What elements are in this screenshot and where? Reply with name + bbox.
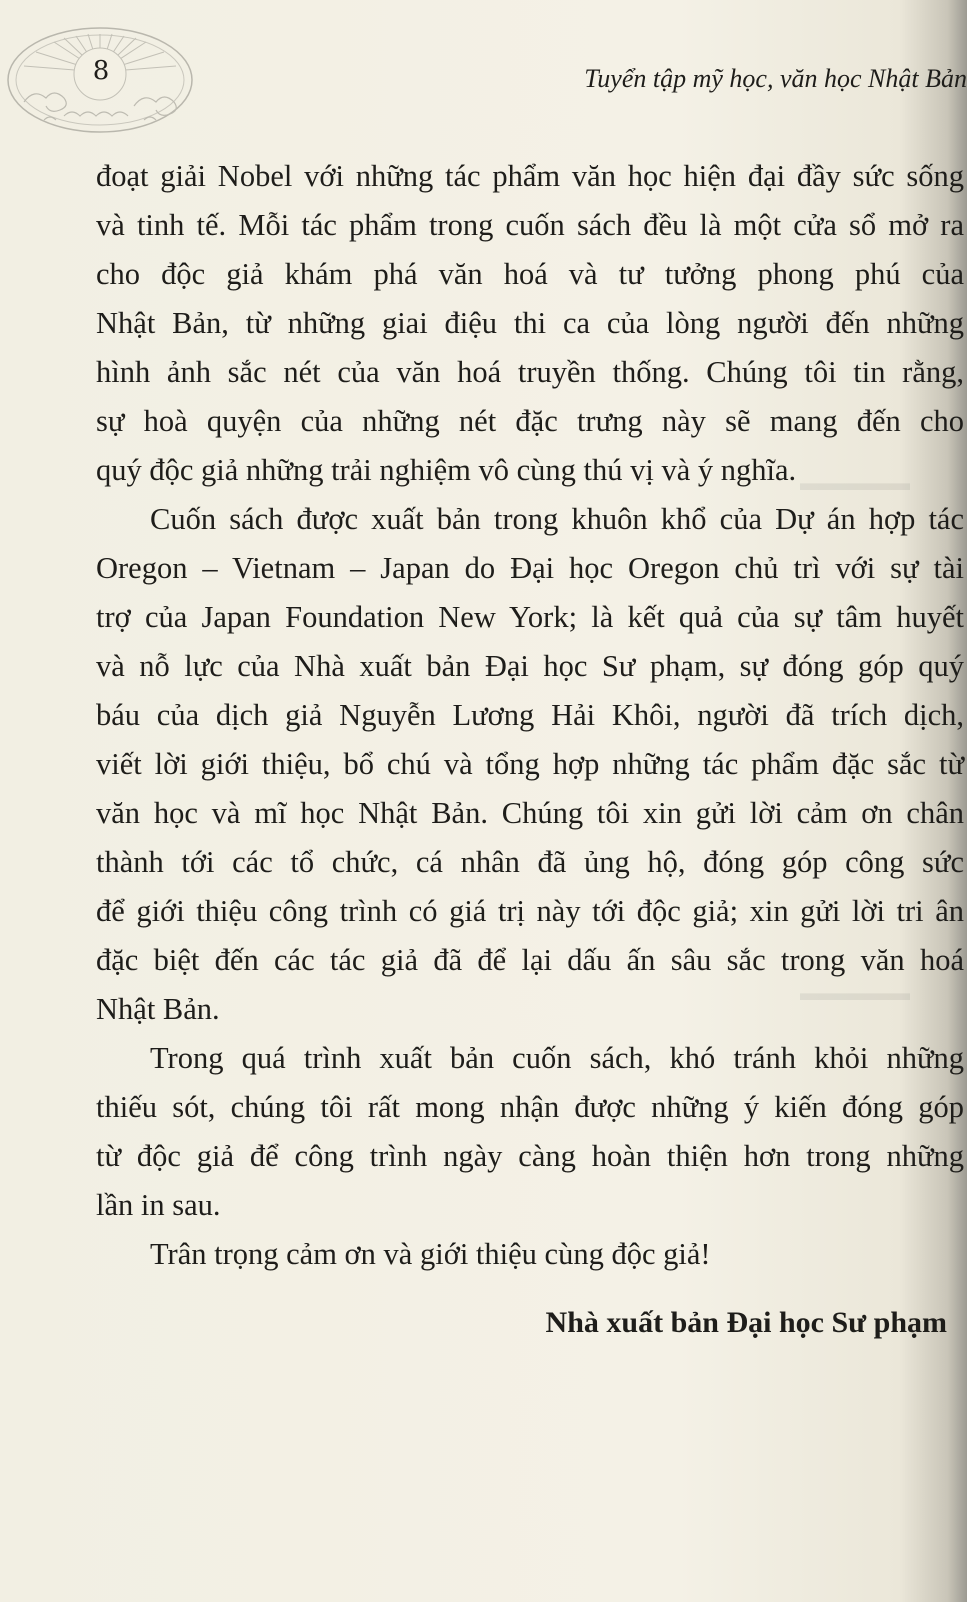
body-text xyxy=(96,152,964,1279)
paragraph-2 xyxy=(96,495,964,1034)
text-line: để giới thiệu công trình có giá trị này tới độc giả; xin gửi lời tri ân xyxy=(96,894,964,928)
text-line: hình ảnh sắc nét của văn hoá truyền thống. Chúng tôi tin rằng, xyxy=(96,355,964,389)
text-line: báu của dịch giả Nguyễn Lương Hải Khôi, người đã trích dịch, xyxy=(96,698,964,732)
paragraph-3 xyxy=(96,1034,964,1230)
publisher-signature: Nhà xuất bản Đại học Sư phạm xyxy=(545,1306,947,1339)
text-line: đoạt giải Nobel với những tác phẩm văn học hiện đại đầy sức sống xyxy=(96,159,964,193)
text-line: Nhật Bản, từ những giai điệu thi ca của lòng người đến những xyxy=(96,306,964,340)
running-head: Tuyển tập mỹ học, văn học Nhật Bản xyxy=(584,64,967,93)
paragraph-4 xyxy=(96,1230,964,1279)
text-line: đặc biệt đến các tác giả đã để lại dấu ấn sâu sắc trong văn hoá xyxy=(96,943,964,977)
text-line: thiếu sót, chúng tôi rất mong nhận được những ý kiến đóng góp xyxy=(96,1090,964,1124)
text-line: Trong quá trình xuất bản cuốn sách, khó tránh khỏi những xyxy=(150,1041,964,1075)
text-line: Cuốn sách được xuất bản trong khuôn khổ của Dự án hợp tác xyxy=(150,502,964,536)
text-line: Oregon – Vietnam – Japan do Đại học Oregon chủ trì với sự tài xyxy=(96,551,964,585)
text-line: lần in sau. xyxy=(96,1188,221,1222)
text-line: Trân trọng cảm ơn và giới thiệu cùng độc giả! xyxy=(150,1237,711,1271)
text-line: cho độc giả khám phá văn hoá và tư tưởng phong phú của xyxy=(96,257,964,291)
paragraph-1 xyxy=(96,152,964,495)
text-line: từ độc giả để công trình ngày càng hoàn thiện hơn trong những xyxy=(96,1139,964,1173)
bleed-through: ▬▬▬▬▬ xyxy=(800,470,910,495)
text-line: Nhật Bản. xyxy=(96,992,220,1026)
bleed-through: ▬▬▬▬▬ xyxy=(800,980,910,1005)
text-line: trợ của Japan Foundation New York; là kết quả của sự tâm huyết xyxy=(96,600,964,634)
text-line: viết lời giới thiệu, bổ chú và tổng hợp những tác phẩm đặc sắc từ xyxy=(96,747,964,781)
text-line: quý độc giả những trải nghiệm vô cùng thú vị và ý nghĩa. xyxy=(96,453,797,487)
text-line: sự hoà quyện của những nét đặc trưng này sẽ mang đến cho xyxy=(96,404,964,438)
text-line: và tinh tế. Mỗi tác phẩm trong cuốn sách đều là một cửa sổ mở ra xyxy=(96,208,964,242)
text-line: văn học và mĩ học Nhật Bản. Chúng tôi xin gửi lời cảm ơn chân xyxy=(96,796,964,830)
text-line: thành tới các tổ chức, cá nhân đã ủng hộ, đóng góp công sức xyxy=(96,845,964,879)
text-line: và nỗ lực của Nhà xuất bản Đại học Sư phạm, sự đóng góp quý xyxy=(96,649,964,683)
page-number: 8 xyxy=(92,56,110,86)
